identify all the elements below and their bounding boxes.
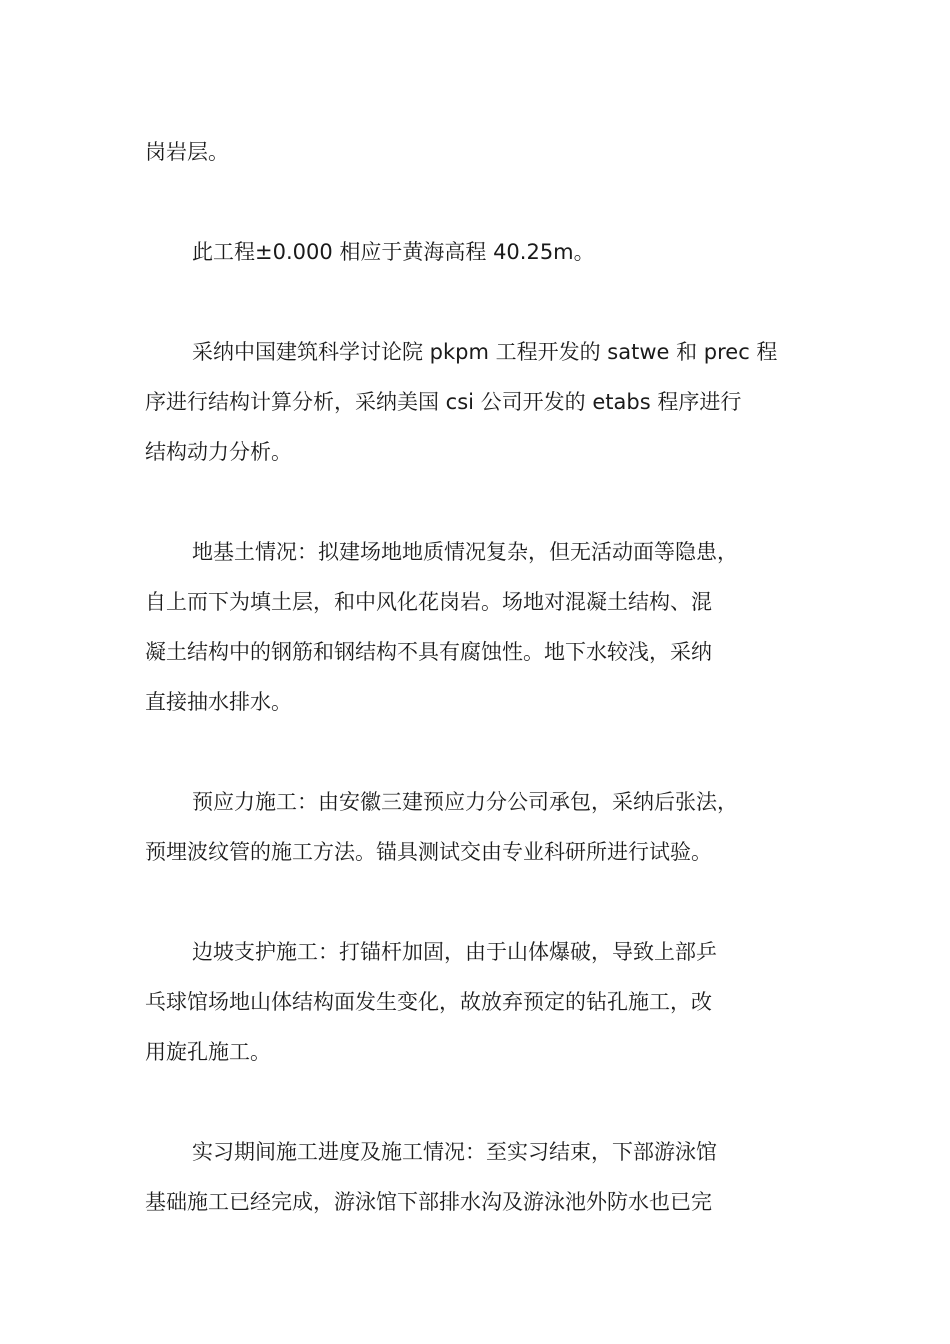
text-line: 边坡支护施工：打锚杆加固，由于山体爆破，导致上部乒: [192, 940, 717, 964]
text-line: 预应力施工：由安徽三建预应力分公司承包，采纳后张法，: [192, 790, 738, 814]
text-line: 此工程±0.000 相应于黄海高程 40.25m。: [192, 240, 595, 264]
paragraph-elevation: [145, 227, 815, 277]
paragraph-progress: [145, 1127, 815, 1227]
paragraph-prestress: [145, 777, 815, 877]
text-line: 序进行结构计算分析，采纳美国 csi 公司开发的 etabs 程序进行: [145, 390, 742, 414]
text-line: 实习期间施工进度及施工情况：至实习结束，下部游泳馆: [192, 1140, 717, 1164]
text-line: 基础施工已经完成，游泳馆下部排水沟及游泳池外防水也已完: [145, 1190, 712, 1214]
text-line: 结构动力分析。: [145, 440, 292, 464]
text-line: 乓球馆场地山体结构面发生变化，故放弃预定的钻孔施工，改: [145, 990, 712, 1014]
text-line: 用旋孔施工。: [145, 1040, 271, 1064]
paragraph-software: [145, 327, 815, 477]
text-line: 自上而下为填土层，和中风化花岗岩。场地对混凝土结构、混: [145, 590, 712, 614]
paragraph-slope-support: [145, 927, 815, 1077]
paragraph-continuation: [145, 127, 815, 177]
text-line: 岗岩层。: [145, 140, 229, 164]
text-line: 直接抽水排水。: [145, 690, 292, 714]
paragraph-soil-conditions: [145, 527, 815, 727]
document-body: [145, 127, 815, 1227]
text-line: 地基土情况：拟建场地地质情况复杂，但无活动面等隐患，: [192, 540, 738, 564]
text-line: 采纳中国建筑科学讨论院 pkpm 工程开发的 satwe 和 prec 程: [192, 340, 778, 364]
text-line: 预埋波纹管的施工方法。锚具测试交由专业科研所进行试验。: [145, 840, 712, 864]
text-line: 凝土结构中的钢筋和钢结构不具有腐蚀性。地下水较浅，采纳: [145, 640, 712, 664]
